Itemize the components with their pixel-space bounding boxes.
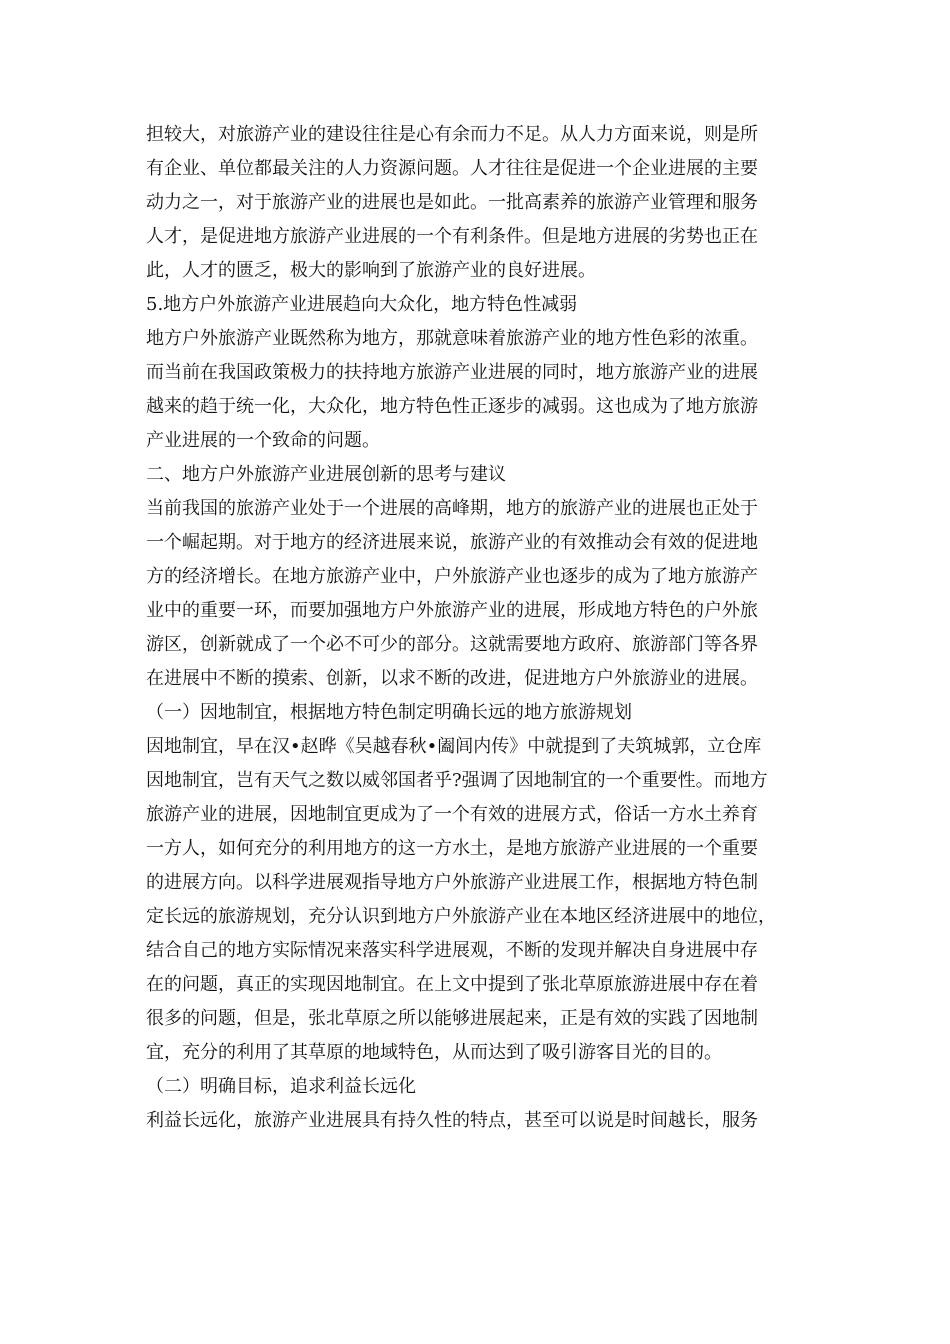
text-line: 一方人，如何充分的利用地方的这一方水土，是地方旅游产业进展的一个重要: [146, 838, 758, 859]
text-line: 一个崛起期。对于地方的经济进展来说，旅游产业的有效推动会有效的促进地: [146, 532, 758, 553]
text-line: 当前我国的旅游产业处于一个进展的高峰期，地方的旅游产业的进展也正处于: [146, 498, 758, 519]
text-line: 方的经济增长。在地方旅游产业中，户外旅游产业也逐步的成为了地方旅游产: [146, 566, 758, 587]
text-line: 在的问题，真正的实现因地制宜。在上文中提到了张北草原旅游进展中存在着: [146, 974, 758, 995]
document-body: [146, 118, 806, 1138]
text-line: 游区，创新就成了一个必不可少的部分。这就需要地方政府、旅游部门等各界: [146, 634, 758, 655]
section-heading: 二、地方户外旅游产业进展创新的思考与建议: [146, 464, 506, 485]
text-line: 业中的重要一环，而要加强地方户外旅游产业的进展，形成地方特色的户外旅: [146, 600, 758, 621]
text-line: 定长远的旅游规划，充分认识到地方户外旅游产业在本地区经济进展中的地位，: [146, 906, 776, 927]
text-line: 的进展方向。以科学进展观指导地方户外旅游产业进展工作，根据地方特色制: [146, 872, 758, 893]
text-line: 动力之一，对于旅游产业的进展也是如此。一批高素养的旅游产业管理和服务: [146, 192, 758, 213]
subsection-heading: （二）明确目标，追求利益长远化: [146, 1076, 416, 1097]
text-line: 越来的趋于统一化，大众化，地方特色性正逐步的减弱。这也成为了地方旅游: [146, 396, 758, 417]
text-line: 有企业、单位都最关注的人力资源问题。人才往往是促进一个企业进展的主要: [146, 158, 758, 179]
text-line: 因地制宜，岂有天气之数以威邻国者乎?强调了因地制宜的一个重要性。而地方: [146, 770, 768, 791]
text-line: 旅游产业的进展，因地制宜更成为了一个有效的进展方式，俗话一方水土养育: [146, 804, 758, 825]
text-line: 结合自己的地方实际情况来落实科学进展观，不断的发现并解决自身进展中存: [146, 940, 758, 961]
text-line: 产业进展的一个致命的问题。: [146, 430, 380, 451]
text-line: 此，人才的匮乏，极大的影响到了旅游产业的良好进展。: [146, 260, 596, 281]
text-line: 人才，是促进地方旅游产业进展的一个有利条件。但是地方进展的劣势也正在: [146, 226, 758, 247]
text-line: 担较大，对旅游产业的建设往往是心有余而力不足。从人力方面来说，则是所: [146, 124, 758, 145]
text-line: 而当前在我国政策极力的扶持地方旅游产业进展的同时，地方旅游产业的进展: [146, 362, 758, 383]
text-line: 在进展中不断的摸索、创新，以求不断的改进，促进地方户外旅游业的进展。: [146, 668, 758, 689]
text-line: 宜，充分的利用了其草原的地域特色，从而达到了吸引游客目光的目的。: [146, 1042, 722, 1063]
subsection-heading: （一）因地制宜，根据地方特色制定明确长远的地方旅游规划: [146, 702, 632, 723]
text-line: 因地制宜，早在汉•赵晔《吴越春秋•阖闾内传》中就提到了夫筑城郭，立仓库: [146, 736, 762, 757]
text-line: 利益长远化，旅游产业进展具有持久性的特点，甚至可以说是时间越长，服务: [146, 1110, 758, 1131]
text-line: 地方户外旅游产业既然称为地方，那就意味着旅游产业的地方性色彩的浓重。: [146, 328, 758, 349]
section-heading: 5.地方户外旅游产业进展趋向大众化，地方特色性减弱: [146, 294, 578, 315]
text-line: 很多的问题，但是，张北草原之所以能够进展起来，正是有效的实践了因地制: [146, 1008, 758, 1029]
